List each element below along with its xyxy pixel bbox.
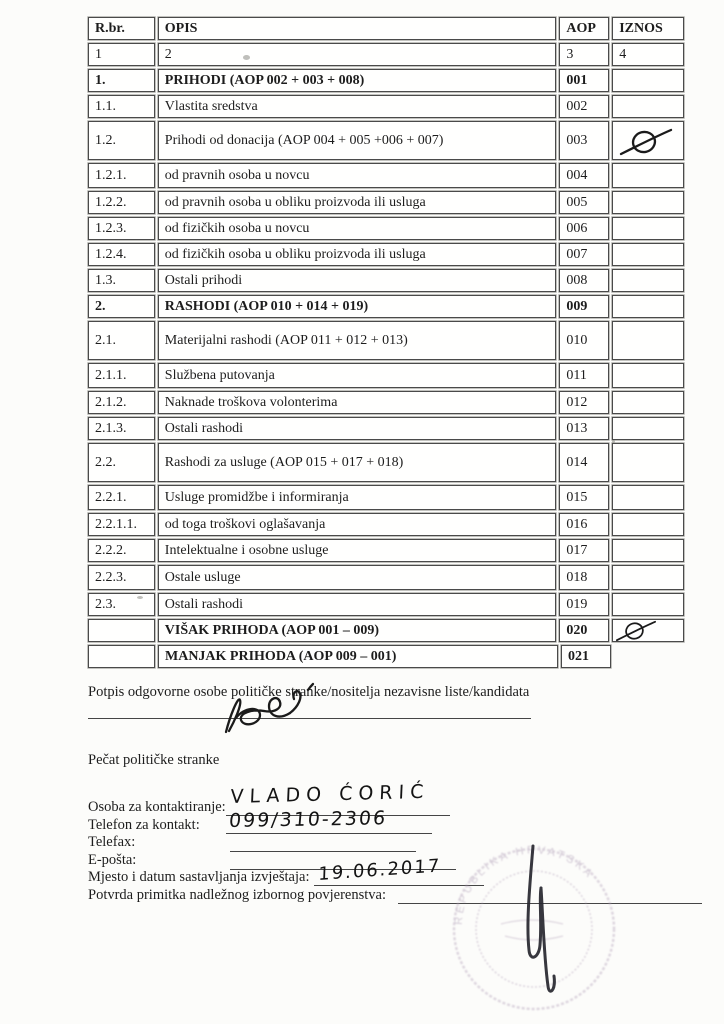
iznos-cell: IZNOS [612, 17, 684, 40]
table-row [88, 95, 684, 118]
aop-cell: 001 [559, 69, 609, 92]
contact-line-telefax [230, 837, 416, 852]
rbr-cell: 2.1.1. [88, 363, 155, 388]
aop-cell: 005 [559, 191, 609, 214]
rbr-cell: 2.2.3. [88, 565, 155, 590]
rbr-cell: 2.1. [88, 321, 155, 360]
aop-cell: 013 [559, 417, 609, 440]
stamp-pen-signature [528, 846, 554, 991]
rbr-cell [88, 619, 155, 642]
rbr-cell: 1. [88, 69, 155, 92]
contact-label-telefax: Telefax: [88, 834, 136, 850]
rbr-cell: 2.2. [88, 443, 155, 482]
opis-cell: Službena putovanja [158, 363, 557, 388]
aop-cell: AOP [559, 17, 609, 40]
table-row [88, 69, 684, 92]
aop-cell: 018 [559, 565, 609, 590]
table-row [88, 163, 684, 188]
table-row [88, 645, 684, 668]
iznos-cell [612, 565, 684, 590]
rbr-cell: 1 [88, 43, 155, 66]
aop-cell: 016 [559, 513, 609, 536]
opis-cell: od fizičkih osoba u novcu [158, 217, 557, 240]
rbr-cell: 1.1. [88, 95, 155, 118]
table-row [88, 191, 684, 214]
opis-cell: od pravnih osoba u obliku proizvoda ili usluga [158, 191, 557, 214]
aop-cell: 010 [559, 321, 609, 360]
aop-cell: 006 [559, 217, 609, 240]
opis-cell: 2 [158, 43, 557, 66]
iznos-cell [612, 69, 684, 92]
opis-cell: od pravnih osoba u novcu [158, 163, 557, 188]
rbr-cell: 1.2.3. [88, 217, 155, 240]
opis-cell: Vlastita sredstva [158, 95, 557, 118]
table-row [88, 295, 684, 318]
handwritten-zero-mark [615, 125, 677, 159]
scan-speck [137, 596, 143, 599]
table-row [88, 243, 684, 266]
aop-cell: 011 [559, 363, 609, 388]
iznos-cell [612, 243, 684, 266]
rbr-cell: R.br. [88, 17, 155, 40]
aop-cell: 007 [559, 243, 609, 266]
scan-speck [243, 55, 250, 60]
rbr-cell: 1.2.1. [88, 163, 155, 188]
official-stamp [443, 838, 625, 1020]
table-row [88, 43, 684, 66]
contact-label-eposta: E-pošta: [88, 852, 137, 868]
rbr-cell: 1.3. [88, 269, 155, 292]
aop-cell: 003 [559, 121, 609, 160]
handwritten-zero-mark [605, 618, 667, 644]
contact-label-osoba: Osoba za kontaktiranje: [88, 799, 226, 815]
aop-cell: 004 [559, 163, 609, 188]
iznos-cell [612, 539, 684, 562]
iznos-cell [612, 217, 684, 240]
aop-cell: 014 [559, 443, 609, 482]
rbr-cell: 2.2.1.1. [88, 513, 155, 536]
contact-value-osoba: VLADO ĆORIĆ [230, 780, 430, 808]
iznos-cell [612, 485, 684, 510]
opis-cell: RASHODI (AOP 010 + 014 + 019) [158, 295, 557, 318]
iznos-cell: 4 [612, 43, 684, 66]
aop-cell: 012 [559, 391, 609, 414]
iznos-cell [612, 363, 684, 388]
svg-text:REPUBLIKA HRVATSKA: REPUBLIKA HRVATSKA [452, 844, 597, 926]
table-row [88, 417, 684, 440]
table-row [88, 269, 684, 292]
iznos-cell [612, 321, 684, 360]
opis-cell: VIŠAK PRIHODA (AOP 001 – 009) [158, 619, 557, 642]
aop-cell: 015 [559, 485, 609, 510]
table-row [88, 485, 684, 510]
table-row [88, 121, 684, 160]
opis-cell: Ostali rashodi [158, 417, 557, 440]
opis-cell: PRIHODI (AOP 002 + 003 + 008) [158, 69, 557, 92]
aop-cell: 002 [559, 95, 609, 118]
iznos-cell [612, 295, 684, 318]
aop-cell: 008 [559, 269, 609, 292]
aop-cell: 3 [559, 43, 609, 66]
contact-value-mjesto-datum: 19.06.2017 [318, 855, 442, 885]
opis-cell: Intelektualne i osobne usluge [158, 539, 557, 562]
rbr-cell [88, 645, 155, 668]
contact-value-telefon: 099/310-2306 [228, 807, 389, 832]
iznos-cell [612, 95, 684, 118]
signature-handwriting [212, 682, 352, 736]
iznos-cell [612, 391, 684, 414]
rbr-cell: 2.1.2. [88, 391, 155, 414]
table-row [88, 443, 684, 482]
table-row [88, 17, 684, 40]
iznos-cell [612, 269, 684, 292]
table-row [88, 363, 684, 388]
contact-label-potvrda: Potvrda primitka nadležnog izbornog povjerenstva: [88, 887, 386, 903]
aop-cell: 009 [559, 295, 609, 318]
table-row [88, 217, 684, 240]
aop-cell: 021 [561, 645, 611, 668]
rbr-cell: 2.2.1. [88, 485, 155, 510]
iznos-cell [612, 443, 684, 482]
iznos-cell [612, 163, 684, 188]
opis-cell: od fizičkih osoba u obliku proizvoda ili usluga [158, 243, 557, 266]
rbr-cell: 2.2.2. [88, 539, 155, 562]
table-row [88, 391, 684, 414]
aop-cell: 017 [559, 539, 609, 562]
rbr-cell: 1.2. [88, 121, 155, 160]
table-row [88, 321, 684, 360]
opis-cell: Prihodi od donacija (AOP 004 + 005 +006 + 007) [158, 121, 557, 160]
iznos-cell [612, 121, 684, 160]
table-row [88, 565, 684, 590]
rbr-cell: 2. [88, 295, 155, 318]
table-row [88, 593, 684, 616]
stamp-section-label: Pečat političke stranke [88, 752, 220, 768]
table-row [88, 539, 684, 562]
iznos-cell [612, 417, 684, 440]
iznos-cell [612, 191, 684, 214]
table-row [88, 513, 684, 536]
opis-cell: od toga troškovi oglašavanja [158, 513, 557, 536]
scan-speck [612, 440, 615, 443]
opis-cell: Ostali rashodi [158, 593, 557, 616]
opis-cell: Rashodi za usluge (AOP 015 + 017 + 018) [158, 443, 557, 482]
financial-table [88, 17, 684, 671]
table-row [88, 619, 684, 642]
opis-cell: MANJAK PRIHODA (AOP 009 – 001) [158, 645, 558, 668]
opis-cell: Usluge promidžbe i informiranja [158, 485, 557, 510]
opis-cell: Ostale usluge [158, 565, 557, 590]
opis-cell: Naknade troškova volonterima [158, 391, 557, 414]
contact-label-mjesto: Mjesto i datum sastavljanja izvještaja: [88, 869, 310, 885]
opis-cell: OPIS [158, 17, 557, 40]
contact-label-telefon: Telefon za kontakt: [88, 817, 200, 833]
rbr-cell: 2.1.3. [88, 417, 155, 440]
opis-cell: Materijalni rashodi (AOP 011 + 012 + 013) [158, 321, 557, 360]
aop-cell: 019 [559, 593, 609, 616]
iznos-cell [612, 513, 684, 536]
rbr-cell: 2.3. [88, 593, 155, 616]
rbr-cell: 1.2.4. [88, 243, 155, 266]
aop-cell: 020 [559, 619, 609, 642]
signature-label: Potpis odgovorne osobe političke stranke/nositelja nezavisne liste/kandidata [88, 684, 530, 700]
rbr-cell: 1.2.2. [88, 191, 155, 214]
iznos-cell [612, 619, 684, 642]
iznos-cell [612, 593, 684, 616]
opis-cell: Ostali prihodi [158, 269, 557, 292]
